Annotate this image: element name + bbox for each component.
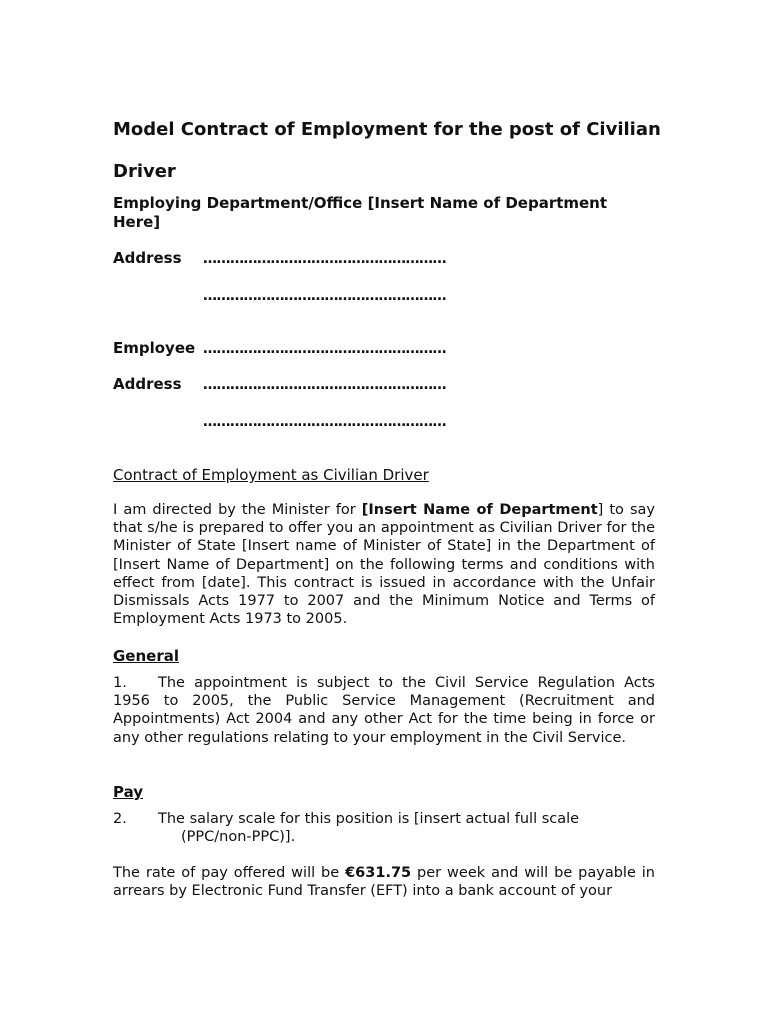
document-title: Model Contract of Employment for the post of Civilian Driver: [113, 119, 661, 182]
general-heading: General: [113, 647, 179, 665]
rate-start: The rate of pay offered will be: [113, 865, 346, 881]
address-line-1: ………………………………………………: [203, 251, 446, 267]
intro-rest: ] to say that s/he is prepared to offer you an appointment as Civilian Driver for the Minister of State [Insert name of Minister of State] in the Department of [Insert Name of Department] on the following terms and conditions with effect from [date]. This contract is issued in accordance with the Unfair Dismissals Acts 1977 to 2007 and the Minimum Notice and Terms of Employment Acts 1973 to 2005.: [113, 502, 656, 628]
address-label: Address: [113, 249, 182, 267]
rate-amount: €631.75: [345, 865, 412, 881]
pay-item-line-2: (PPC/non-PPC)].: [181, 829, 296, 846]
address-line-2: ………………………………………………: [203, 288, 446, 304]
item-number: 1.: [113, 675, 127, 691]
intro-start: I am directed by the Minister for: [113, 502, 362, 518]
employee-line: ………………………………………………: [203, 341, 446, 357]
employee-address-line-1: ………………………………………………: [203, 377, 446, 393]
intro-paragraph: [113, 501, 655, 628]
contract-heading: Contract of Employment as Civilian Driver: [113, 466, 429, 484]
item-number: 2.: [113, 811, 127, 827]
item-text: The appointment is subject to the Civil Service Regulation Acts 1956 to 2005, the Public Service Management (Recruitment and Appointments) Act 2004 and any other Act for the time being in force or any other regulations relating to your employment in the Civil Service.: [113, 675, 655, 746]
rate-rest: per week and will be payable in arrears by Electronic Fund Transfer (EFT) into a bank account of your: [113, 865, 655, 900]
employee-address-label: Address: [113, 375, 182, 393]
general-item-1: [113, 674, 655, 747]
rate-paragraph: [113, 864, 655, 900]
employee-address-line-2: ………………………………………………: [203, 414, 446, 430]
pay-item-line-1: The salary scale for this position is [insert actual full scale: [158, 811, 580, 827]
pay-item-2: [113, 810, 655, 846]
employee-label: Employee: [113, 339, 196, 357]
employing-department: Employing Department/Office [Insert Name of Department Here]: [113, 194, 608, 231]
intro-department-placeholder: [Insert Name of Department: [361, 502, 598, 518]
pay-heading: Pay: [113, 783, 144, 801]
